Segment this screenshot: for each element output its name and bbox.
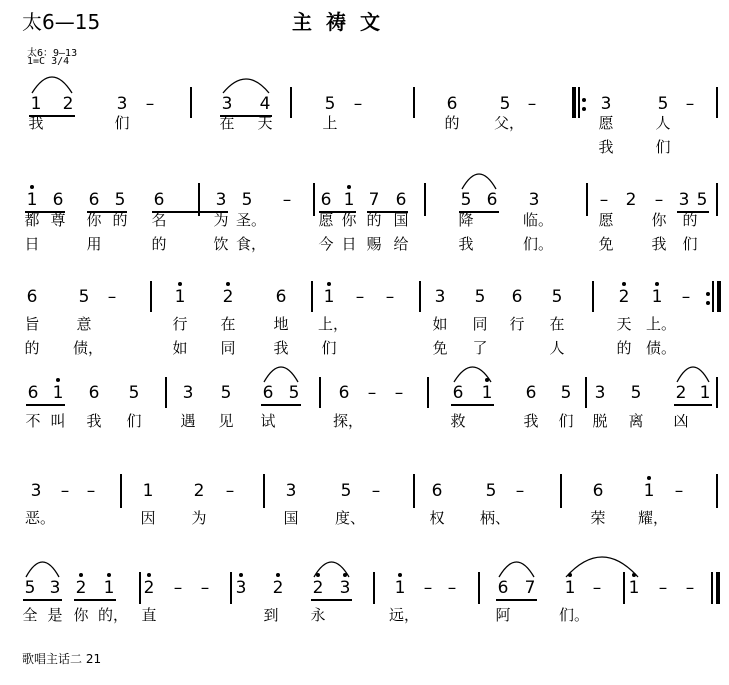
note: 5 — [324, 94, 336, 114]
octave-dot-high — [622, 282, 626, 286]
note: 2 — [312, 578, 324, 598]
octave-dot-high — [239, 573, 243, 577]
beam-underline — [261, 404, 301, 406]
lyric-verse-1: 行 — [509, 315, 525, 333]
lyric-verse-2: 食， — [236, 235, 267, 253]
lyric-verse-2: 们 — [655, 138, 671, 156]
note: 3 — [285, 481, 297, 501]
lyric-verse-1: 临。 — [523, 211, 554, 229]
repeat-dot — [706, 301, 710, 305]
slur-arc — [222, 78, 270, 94]
bar-line — [413, 474, 415, 508]
note: 2 — [675, 383, 687, 403]
page-title: 主祷文 — [292, 10, 394, 34]
octave-dot-high — [147, 573, 151, 577]
note: – — [107, 287, 117, 307]
lyric-verse-1: 你 — [651, 211, 667, 229]
lyric-verse-1: 在 — [549, 315, 565, 333]
note: 6 — [320, 190, 332, 210]
note: 5 — [114, 190, 126, 210]
lyric-verse-1: 的， — [98, 606, 129, 624]
lyric-verse-2: 了 — [472, 339, 488, 357]
lyric-verse-2: 们。 — [523, 235, 554, 253]
lyric-verse-2: 的 — [24, 339, 40, 357]
bar-line — [198, 183, 200, 216]
note: – — [145, 94, 155, 114]
lyric-verse-2: 我 — [273, 339, 289, 357]
note: 3 — [116, 94, 128, 114]
note: 2 — [75, 578, 87, 598]
note: 4 — [259, 94, 271, 114]
note: 2 — [222, 287, 234, 307]
note: 1 — [26, 190, 38, 210]
lyric-verse-2: 给 — [393, 235, 409, 253]
slur-arc — [25, 561, 60, 578]
note: – — [658, 578, 668, 598]
note: 6 — [27, 383, 39, 403]
lyric-verse-1: 凶 — [673, 412, 689, 430]
lyric-verse-1: 上。 — [646, 315, 677, 333]
lyric-verse-1: 远， — [389, 606, 420, 624]
note: 3 — [600, 94, 612, 114]
lyric-verse-1: 试 — [260, 412, 276, 430]
note: 3 — [182, 383, 194, 403]
lyric-verse-2: 的 — [616, 339, 632, 357]
octave-dot-high — [56, 378, 60, 382]
note: 6 — [395, 190, 407, 210]
note: 3 — [215, 190, 227, 210]
lyric-verse-1: 上， — [318, 315, 349, 333]
slur-arc — [263, 366, 299, 383]
scripture-reference: 太6：9—13 — [27, 48, 78, 59]
lyric-verse-1: 探， — [333, 412, 364, 430]
bar-line — [290, 87, 292, 118]
note: 5 — [485, 481, 497, 501]
lyric-verse-1: 我 — [28, 114, 44, 132]
lyric-verse-2: 用 — [86, 235, 102, 253]
note: 6 — [592, 481, 604, 501]
note: 5 — [657, 94, 669, 114]
lyric-verse-2: 人 — [549, 339, 565, 357]
beam-underline — [74, 599, 116, 601]
octave-dot-high — [107, 573, 111, 577]
bar-line — [319, 377, 321, 408]
lyric-verse-2: 赐 — [366, 235, 382, 253]
note: 5 — [630, 383, 642, 403]
lyric-verse-1: 我 — [523, 412, 539, 430]
note: 3 — [30, 481, 42, 501]
octave-dot-high — [178, 282, 182, 286]
note: 6 — [497, 578, 509, 598]
note: – — [599, 190, 609, 210]
note: – — [225, 481, 235, 501]
lyric-verse-1: 国 — [393, 211, 409, 229]
note: 5 — [241, 190, 253, 210]
bar-line — [585, 377, 587, 408]
lyric-verse-2: 我 — [651, 235, 667, 253]
note: 1 — [343, 190, 355, 210]
lyric-verse-1: 全 — [22, 606, 38, 624]
lyric-verse-2: 债， — [73, 339, 104, 357]
repeat-end-thick — [717, 281, 721, 312]
note: 7 — [524, 578, 536, 598]
lyric-verse-1: 都 — [24, 211, 40, 229]
bar-line — [139, 572, 141, 604]
lyric-verse-1: 意 — [76, 315, 92, 333]
lyric-verse-1: 因 — [140, 509, 156, 527]
lyric-verse-1: 柄、 — [480, 509, 511, 527]
lyric-verse-2: 日 — [24, 235, 40, 253]
lyric-verse-1: 的 — [682, 211, 698, 229]
note: 3 — [339, 578, 351, 598]
lyric-verse-1: 永 — [310, 606, 326, 624]
header-left: 太6—15 — [22, 10, 101, 34]
beam-underline — [311, 599, 352, 601]
note: – — [282, 190, 292, 210]
lyric-verse-1: 直 — [141, 606, 157, 624]
lyric-verse-1: 脱 — [592, 412, 608, 430]
beam-underline — [26, 404, 65, 406]
note: 2 — [618, 287, 630, 307]
lyric-verse-1: 的 — [112, 211, 128, 229]
note: – — [654, 190, 664, 210]
note: 5 — [499, 94, 511, 114]
octave-dot-high — [327, 282, 331, 286]
lyric-verse-1: 是 — [47, 606, 63, 624]
note: 1 — [481, 383, 493, 403]
note: 3 — [594, 383, 606, 403]
note: 6 — [446, 94, 458, 114]
bar-line — [586, 183, 588, 216]
lyric-verse-1: 愿 — [598, 114, 614, 132]
note: 1 — [174, 287, 186, 307]
lyric-verse-2: 免 — [598, 235, 614, 253]
note: 1 — [103, 578, 115, 598]
lyric-verse-1: 们。 — [559, 606, 590, 624]
final-bar-thin — [711, 572, 713, 604]
note: 1 — [323, 287, 335, 307]
lyric-verse-1: 度、 — [335, 509, 366, 527]
note: – — [515, 481, 525, 501]
note: – — [385, 287, 395, 307]
lyric-verse-1: 为 — [213, 211, 229, 229]
lyric-verse-1: 尊 — [50, 211, 66, 229]
note: 5 — [78, 287, 90, 307]
note: 1 — [52, 383, 64, 403]
lyric-verse-1: 父， — [494, 114, 525, 132]
lyric-verse-1: 们 — [126, 412, 142, 430]
note: 5 — [340, 481, 352, 501]
lyric-verse-1: 权 — [429, 509, 445, 527]
repeat-dot — [582, 98, 586, 102]
bar-line — [120, 474, 122, 508]
bar-line — [427, 377, 429, 408]
lyric-verse-1: 的 — [444, 114, 460, 132]
lyric-verse-1: 不 — [25, 412, 41, 430]
key-signature: 1=C 3/4 — [27, 56, 70, 67]
lyric-verse-1: 我 — [86, 412, 102, 430]
note: – — [353, 94, 363, 114]
bar-line — [424, 183, 426, 216]
lyric-verse-1: 你 — [86, 211, 102, 229]
bar-line — [230, 572, 232, 604]
lyric-verse-2: 今 — [318, 235, 334, 253]
final-bar-thick — [716, 572, 720, 604]
note: – — [200, 578, 210, 598]
beam-underline — [674, 404, 712, 406]
bar-line — [560, 474, 562, 508]
note: 1 — [651, 287, 663, 307]
lyric-verse-2: 们 — [682, 235, 698, 253]
note: 5 — [696, 190, 708, 210]
note: – — [685, 94, 695, 114]
lyric-verse-1: 恶。 — [25, 509, 56, 527]
note: 5 — [220, 383, 232, 403]
note: 6 — [525, 383, 537, 403]
slur-arc — [498, 561, 535, 578]
repeat-start-thick — [572, 87, 576, 118]
lyric-verse-1: 旨 — [24, 315, 40, 333]
note: – — [685, 578, 695, 598]
note: 6 — [275, 287, 287, 307]
bar-line — [373, 572, 375, 604]
lyric-verse-1: 行 — [172, 315, 188, 333]
note: 2 — [272, 578, 284, 598]
note: 2 — [62, 94, 74, 114]
repeat-dot — [582, 107, 586, 111]
lyric-verse-1: 愿 — [598, 211, 614, 229]
lyric-verse-1: 们 — [558, 412, 574, 430]
octave-dot-high — [226, 282, 230, 286]
note: – — [447, 578, 457, 598]
note: 1 — [142, 481, 154, 501]
lyric-verse-1: 荣 — [590, 509, 606, 527]
note: 5 — [24, 578, 36, 598]
note: 5 — [128, 383, 140, 403]
note: 6 — [452, 383, 464, 403]
note: 2 — [143, 578, 155, 598]
lyric-verse-1: 为 — [191, 509, 207, 527]
lyric-verse-2: 我 — [458, 235, 474, 253]
lyric-verse-1: 叫 — [50, 412, 66, 430]
bar-line — [263, 474, 265, 508]
note: 3 — [235, 578, 247, 598]
slur-arc — [461, 173, 497, 190]
octave-dot-high — [398, 573, 402, 577]
octave-dot-high — [347, 185, 351, 189]
beam-underline — [23, 599, 62, 601]
lyric-verse-1: 在 — [219, 114, 235, 132]
lyric-verse-1: 愿 — [318, 211, 334, 229]
note: – — [86, 481, 96, 501]
note: – — [423, 578, 433, 598]
bar-line — [190, 87, 192, 118]
note: 5 — [460, 190, 472, 210]
lyric-verse-2: 我 — [598, 138, 614, 156]
bar-line — [592, 281, 594, 312]
note: 1 — [643, 481, 655, 501]
note: 5 — [288, 383, 300, 403]
note: 1 — [394, 578, 406, 598]
note: 6 — [52, 190, 64, 210]
lyric-verse-1: 天 — [616, 315, 632, 333]
lyric-verse-1: 你 — [73, 606, 89, 624]
bar-line — [419, 281, 421, 312]
note: – — [60, 481, 70, 501]
note: 6 — [262, 383, 274, 403]
bar-line — [716, 377, 718, 408]
note: – — [681, 287, 691, 307]
lyric-verse-1: 同 — [472, 315, 488, 333]
lyric-verse-1: 上 — [322, 114, 338, 132]
note: – — [592, 578, 602, 598]
bar-line — [311, 281, 313, 312]
lyric-verse-2: 免 — [432, 339, 448, 357]
note: 5 — [560, 383, 572, 403]
bar-line — [165, 377, 167, 408]
note: – — [394, 383, 404, 403]
lyric-verse-1: 见 — [218, 412, 234, 430]
bar-line — [716, 183, 718, 216]
lyric-verse-1: 圣。 — [236, 211, 267, 229]
lyric-verse-1: 遇 — [180, 412, 196, 430]
note: 6 — [431, 481, 443, 501]
octave-dot-high — [647, 476, 651, 480]
lyric-verse-2: 饮 — [213, 235, 229, 253]
lyric-verse-2: 的 — [151, 235, 167, 253]
note: 3 — [49, 578, 61, 598]
lyric-verse-1: 人 — [655, 114, 671, 132]
note: 2 — [193, 481, 205, 501]
note: 5 — [551, 287, 563, 307]
note: 1 — [628, 578, 640, 598]
lyric-verse-1: 救 — [450, 412, 466, 430]
note: 6 — [26, 287, 38, 307]
slur-arc — [565, 556, 639, 578]
lyric-verse-2: 债。 — [646, 339, 677, 357]
lyric-verse-2: 同 — [220, 339, 236, 357]
note: – — [367, 383, 377, 403]
slur-arc — [313, 561, 350, 578]
lyric-verse-1: 们 — [114, 114, 130, 132]
note: 1 — [699, 383, 711, 403]
lyric-verse-2: 如 — [172, 339, 188, 357]
octave-dot-high — [79, 573, 83, 577]
lyric-verse-1: 阿 — [495, 606, 511, 624]
note: 6 — [486, 190, 498, 210]
bar-line — [623, 572, 625, 604]
note: 3 — [678, 190, 690, 210]
note: 6 — [88, 383, 100, 403]
lyric-verse-1: 地 — [273, 315, 289, 333]
bar-line — [478, 572, 480, 604]
repeat-start-thin — [578, 87, 580, 118]
bar-line — [413, 87, 415, 118]
note: 6 — [88, 190, 100, 210]
lyric-verse-1: 的 — [366, 211, 382, 229]
octave-dot-high — [655, 282, 659, 286]
slur-arc — [676, 366, 710, 383]
note: 5 — [474, 287, 486, 307]
note: – — [355, 287, 365, 307]
repeat-end-thin — [712, 281, 714, 312]
lyric-verse-1: 如 — [432, 315, 448, 333]
note: 3 — [434, 287, 446, 307]
note: 3 — [528, 190, 540, 210]
note: 6 — [511, 287, 523, 307]
note: 1 — [564, 578, 576, 598]
note: – — [527, 94, 537, 114]
lyric-verse-1: 耀， — [638, 509, 669, 527]
note: 3 — [221, 94, 233, 114]
octave-dot-high — [276, 573, 280, 577]
bar-line — [150, 281, 152, 312]
lyric-verse-1: 降 — [458, 211, 474, 229]
lyric-verse-1: 离 — [628, 412, 644, 430]
note: 2 — [625, 190, 637, 210]
slur-arc — [453, 366, 492, 383]
beam-underline — [496, 599, 537, 601]
note: – — [173, 578, 183, 598]
lyric-verse-1: 名 — [151, 211, 167, 229]
bar-line — [716, 474, 718, 508]
footer-text: 歌唱主话二 21 — [22, 652, 102, 666]
beam-underline — [451, 404, 494, 406]
note: 6 — [338, 383, 350, 403]
note: – — [371, 481, 381, 501]
lyric-verse-2: 日 — [341, 235, 357, 253]
note: 6 — [153, 190, 165, 210]
repeat-dot — [706, 292, 710, 296]
note: 1 — [30, 94, 42, 114]
lyric-verse-1: 国 — [283, 509, 299, 527]
lyric-verse-1: 到 — [263, 606, 279, 624]
octave-dot-high — [30, 185, 34, 189]
bar-line — [716, 87, 718, 118]
lyric-verse-1: 在 — [220, 315, 236, 333]
lyric-verse-1: 你 — [341, 211, 357, 229]
lyric-verse-2: 们 — [321, 339, 337, 357]
lyric-verse-1: 天 — [257, 114, 273, 132]
slur-arc — [31, 76, 73, 94]
note: 7 — [368, 190, 380, 210]
note: – — [674, 481, 684, 501]
